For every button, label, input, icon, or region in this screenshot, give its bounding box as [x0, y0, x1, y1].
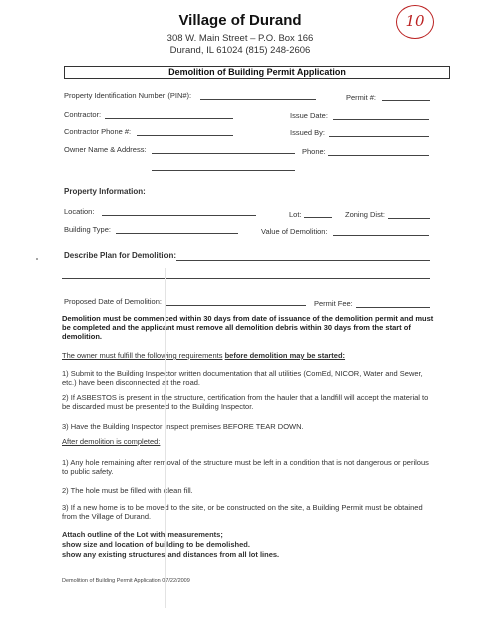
before-item-1: 1) Submit to the Building Inspector written documentation that all utilities (ComEd, NICOR, Water and Sewer, etc.) have been disconnected at the road.: [62, 369, 423, 387]
village-title: Village of Durand: [178, 12, 302, 29]
proposed-date-field[interactable]: [166, 305, 306, 306]
owner-field[interactable]: [152, 153, 295, 154]
lot-label: Lot:: [289, 210, 302, 219]
location-label: Location:: [64, 207, 95, 216]
zoning-label: Zoning Dist:: [345, 210, 386, 219]
value-field[interactable]: [333, 235, 429, 236]
before-item-2: 2) If ASBESTOS is present in the structure, certification from the hauler that a landfill will accept the material to be discarded must be presented to the Building Inspector.: [62, 393, 429, 411]
plan-label: Describe Plan for Demolition:: [64, 251, 177, 260]
issued-by-field[interactable]: [329, 136, 429, 137]
contractor-label: Contractor:: [64, 110, 102, 119]
property-info-heading: Property Information:: [64, 187, 146, 196]
plan-field[interactable]: [176, 260, 430, 261]
footer-text: Demolition of Building Permit Application 07/22/2009: [62, 578, 190, 584]
pin-label: Property Identification Number (PIN#):: [64, 91, 192, 100]
value-label: Value of Demolition:: [261, 227, 328, 236]
before-heading-part-2: before demolition may be started:: [224, 351, 346, 360]
permit-fee-label: Permit Fee:: [314, 299, 353, 308]
building-type-field[interactable]: [116, 233, 238, 234]
zoning-field[interactable]: [388, 218, 430, 219]
address-line-1: 308 W. Main Street – P.O. Box 166: [166, 33, 314, 44]
before-heading-part-1: The owner must fulfill the following requirements: [62, 351, 223, 360]
owner-label: Owner Name & Address:: [64, 145, 147, 154]
circled-number-annotation: [396, 5, 434, 39]
after-item-1: 1) Any hole remaining after removal of the structure must be left in a condition that is not dangerous or perilous to public safety.: [62, 458, 429, 476]
permit-number-label: Permit #:: [346, 93, 377, 102]
scan-speck: [36, 258, 38, 260]
scan-fold-line: [165, 268, 166, 608]
building-type-label: Building Type:: [64, 225, 111, 234]
after-item-3: 3) If a new home is to be moved to the site, or be constructed on the site, a Building Permit must be obtained from the Village of Durand.: [62, 503, 423, 521]
after-heading: After demolition is completed:: [62, 437, 161, 446]
issue-date-field[interactable]: [333, 119, 429, 120]
attach-line-1: Attach outline of the Lot with measurements;: [62, 530, 223, 539]
pin-field[interactable]: [200, 99, 316, 100]
before-item-3: 3) Have the Building Inspector inspect premises BEFORE TEAR DOWN.: [62, 422, 304, 431]
lot-field[interactable]: [304, 217, 332, 218]
before-heading: [62, 351, 345, 360]
commencement-notice: Demolition must be commenced within 30 days from date of issuance of the demolition permit and must be completed and the applicant must remove all demolition debris within 30 days from the start of demolition.: [62, 314, 434, 341]
issue-date-label: Issue Date:: [290, 111, 328, 120]
phone-label: Phone:: [302, 147, 326, 156]
address-line-2: Durand, IL 61024 (815) 248-2606: [169, 45, 311, 56]
owner-address-field-2[interactable]: [152, 170, 295, 171]
form-title-banner: Demolition of Building Permit Application: [64, 66, 450, 79]
attach-line-2: show size and location of building to be demolished.: [62, 540, 250, 549]
contractor-phone-label: Contractor Phone #:: [64, 127, 132, 136]
issued-by-label: Issued By:: [290, 128, 326, 137]
attach-line-3: show any existing structures and distances from all lot lines.: [62, 550, 280, 559]
circled-number: 10: [405, 12, 425, 30]
after-item-2: 2) The hole must be filled with clean fill.: [62, 486, 193, 495]
contractor-field[interactable]: [105, 118, 233, 119]
plan-field-2[interactable]: [62, 278, 430, 279]
contractor-phone-field[interactable]: [137, 135, 233, 136]
proposed-date-label: Proposed Date of Demolition:: [64, 297, 162, 306]
permit-number-field[interactable]: [382, 100, 430, 101]
phone-field[interactable]: [328, 155, 429, 156]
permit-fee-field[interactable]: [356, 307, 430, 308]
location-field[interactable]: [102, 215, 256, 216]
